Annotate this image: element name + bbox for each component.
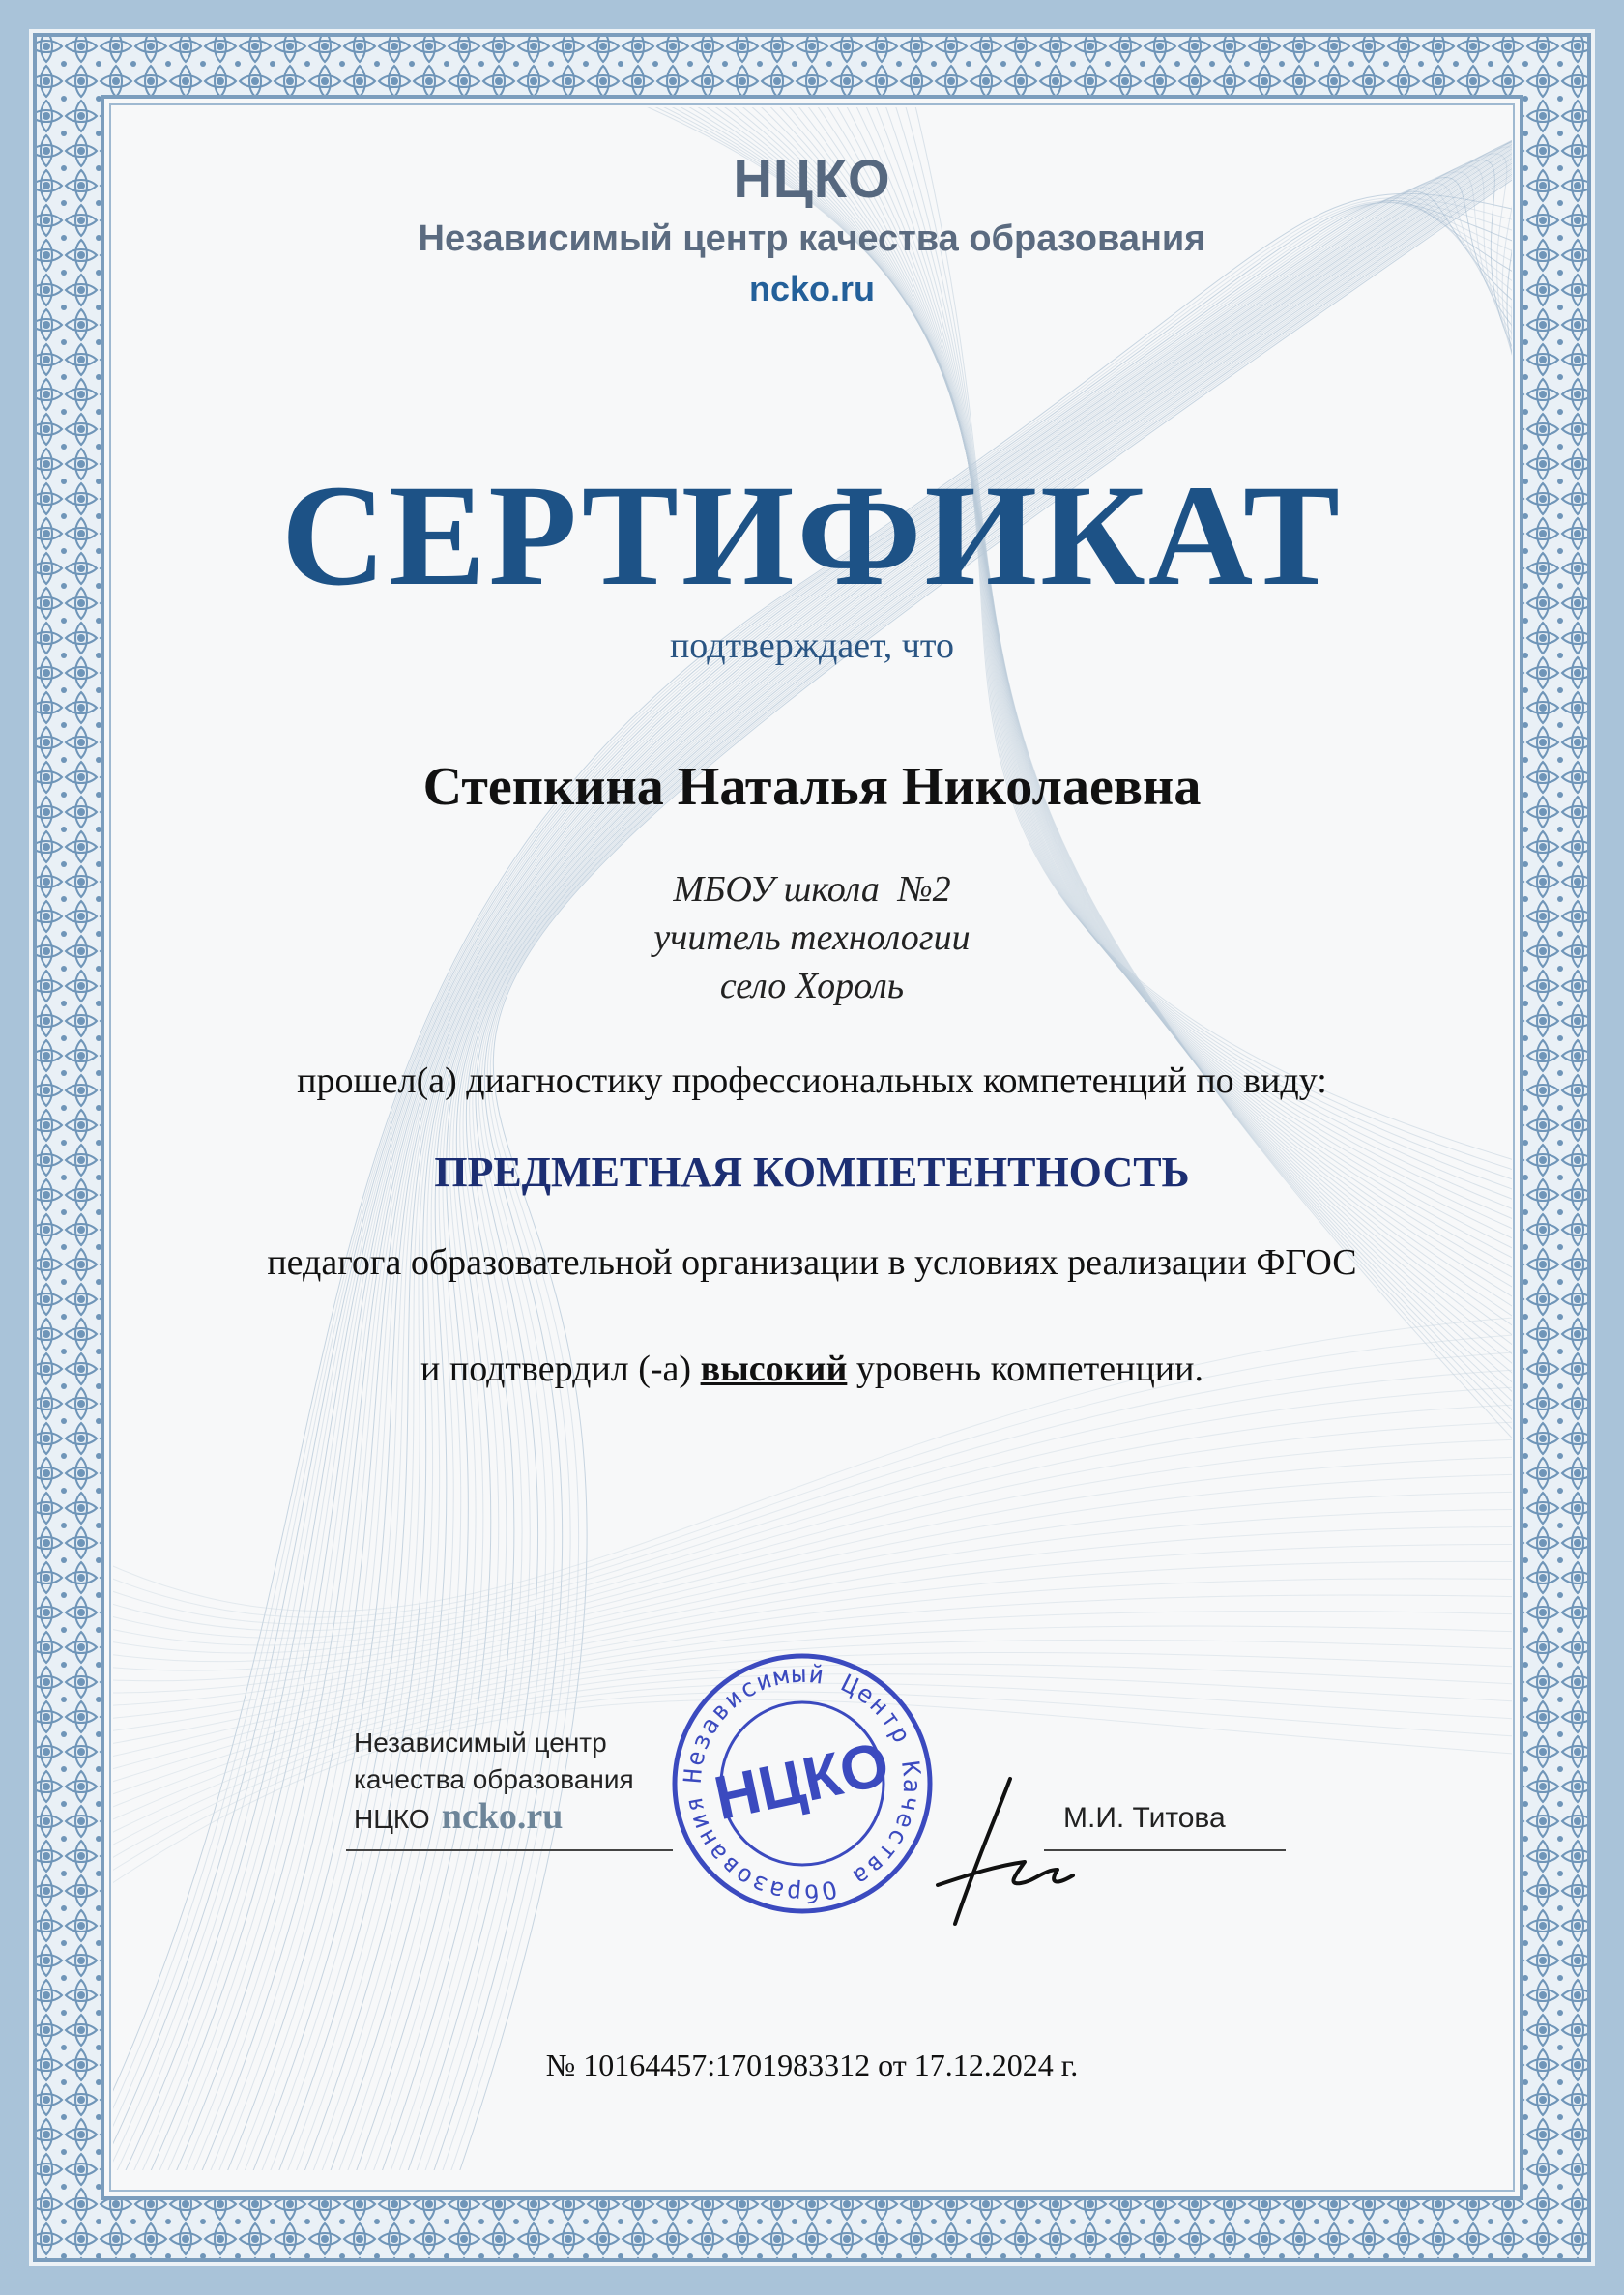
footer-org-block <box>354 1725 634 1838</box>
signature-line-left <box>346 1849 673 1851</box>
org-name: Независимый центр качества образования <box>418 218 1206 259</box>
svg-text:Независимый Центр Качества Обр: Независимый Центр Качества Образования <box>678 1659 927 1908</box>
signer-name: М.И. Титова <box>1063 1802 1226 1834</box>
footer-org-line3 <box>354 1798 634 1838</box>
competence-type: ПРЕДМЕТНАЯ КОМПЕТЕНТНОСТЬ <box>434 1148 1190 1196</box>
recipient-place: село Хороль <box>719 966 905 1006</box>
footer-org-line1: Независимый центр <box>354 1728 607 1758</box>
footer-org-site[interactable]: ncko.ru <box>441 1796 564 1837</box>
level-value: высокий <box>700 1349 848 1389</box>
stamp-seal <box>662 1643 942 1924</box>
footer-org-line2: качества образования <box>354 1764 634 1794</box>
confirms-text: подтверждает, что <box>669 625 955 666</box>
svg-text:НЦКО: НЦКО <box>708 1728 895 1834</box>
recipient-position: учитель технологии <box>653 917 971 958</box>
recipient-name: Степкина Наталья Николаевна <box>422 757 1202 817</box>
conditions-text: педагога образовательной организации в условиях реализации ФГОС <box>267 1242 1357 1283</box>
org-abbreviation: НЦКО <box>733 148 891 209</box>
handwritten-signature <box>928 1769 1083 1933</box>
level-prefix: и подтвердил (-а) <box>420 1349 701 1389</box>
certificate-title: СЕРТИФИКАТ <box>280 455 1344 616</box>
level-suffix: уровень компетенции. <box>847 1349 1204 1389</box>
org-site-link[interactable]: ncko.ru <box>748 269 876 308</box>
level-line <box>0 1348 1624 1390</box>
certificate-number: № 10164457:1701983312 от 17.12.2024 г. <box>545 2048 1079 2082</box>
footer-org-abbr: НЦКО <box>354 1804 430 1834</box>
recipient-school: МБОУ школа №2 <box>673 869 951 910</box>
passed-text: прошел(а) диагностику профессиональных компетенций по виду: <box>297 1060 1327 1101</box>
